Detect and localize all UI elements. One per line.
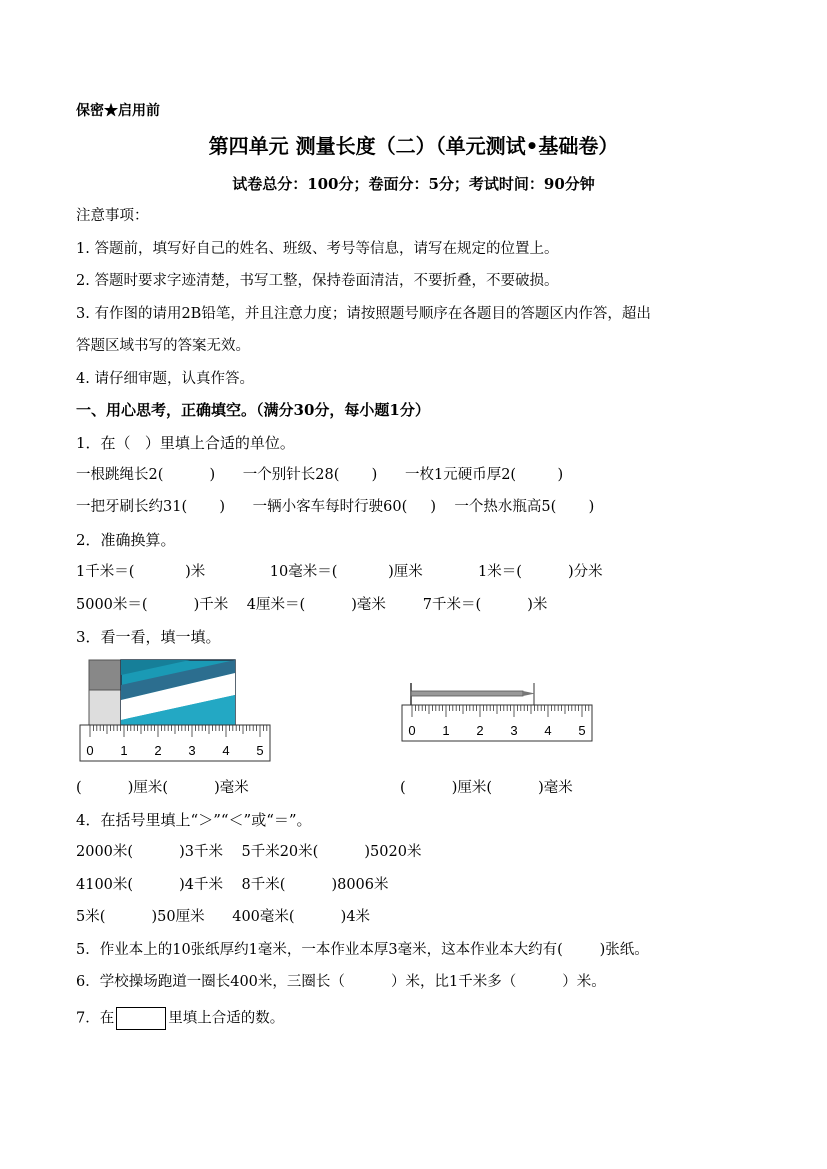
ruler-label: 5 bbox=[578, 723, 586, 738]
ruler-label: 4 bbox=[544, 723, 552, 738]
q7-prefix: 7．在 bbox=[76, 1010, 115, 1027]
ruler-label: 2 bbox=[154, 743, 162, 758]
q3-stem: 3．看一看，填一填。 bbox=[76, 628, 221, 646]
notice-item: 4. 请仔细审题，认真作答。 bbox=[76, 371, 254, 387]
q2-line: 1千米＝( )米 10毫米＝( )厘米 1米＝( )分米 bbox=[76, 564, 603, 580]
ruler-label: 4 bbox=[222, 743, 230, 758]
ruler-label: 2 bbox=[476, 723, 484, 738]
q2-line: 5000米＝( )千米 4厘米＝( )毫米 7千米＝( )米 bbox=[76, 597, 548, 613]
q4-line: 2000米( )3千米 5千米20米( )5020米 bbox=[76, 844, 422, 860]
block-ruler-figure bbox=[75, 655, 275, 765]
q6: 6．学校操场跑道一圈长400米，三圈长（ ）米，比1千米多（ ）米。 bbox=[76, 974, 606, 990]
notice-item: 3. 有作图的请用2B铅笔，并且注意力度；请按照题号顺序在各题目的答题区内作答，超出 bbox=[76, 306, 651, 322]
q4-line: 5米( )50厘米 400毫米( )4米 bbox=[76, 909, 371, 925]
exam-info: 试卷总分：100分；卷面分：5分；考试时间：90分钟 bbox=[232, 175, 595, 193]
q2-stem: 2．准确换算。 bbox=[76, 531, 176, 549]
ruler-label: 1 bbox=[120, 743, 128, 758]
ruler-label: 0 bbox=[408, 723, 416, 738]
ruler-label: 3 bbox=[188, 743, 196, 758]
q4-stem: 4．在括号里填上“＞”“＜”或“＝”。 bbox=[76, 811, 312, 829]
q4-line: 4100米( )4千米 8千米( )8006米 bbox=[76, 877, 389, 893]
q7 bbox=[76, 1007, 284, 1030]
q3-answer-left: ( )厘米( )毫米 bbox=[76, 780, 249, 796]
section-heading: 一、用心思考，正确填空。（满分30分，每小题1分） bbox=[76, 401, 430, 419]
q5: 5．作业本上的10张纸厚约1毫米，一本作业本厚3毫米，这本作业本大约有( )张纸。 bbox=[76, 942, 649, 958]
ruler-label: 3 bbox=[510, 723, 518, 738]
ruler-label: 1 bbox=[442, 723, 450, 738]
ruler-label: 0 bbox=[86, 743, 94, 758]
notice-item: 2. 答题时要求字迹清楚，书写工整，保持卷面清洁，不要折叠，不要破损。 bbox=[76, 273, 559, 289]
q3-answer-right: ( )厘米( )毫米 bbox=[400, 780, 573, 796]
ruler-label: 5 bbox=[256, 743, 264, 758]
nail-ruler-figure bbox=[397, 677, 597, 747]
page-title: 第四单元 测量长度（二）（单元测试•基础卷） bbox=[208, 134, 619, 158]
notice-item: 1. 答题前，填写好自己的姓名、班级、考号等信息，请写在规定的位置上。 bbox=[76, 241, 559, 257]
notice-heading: 注意事项： bbox=[76, 208, 149, 224]
answer-box[interactable] bbox=[116, 1007, 166, 1030]
q1-line: 一根跳绳长2( ) 一个别针长28( ) 一枚1元硬币厚2( ) bbox=[76, 467, 564, 483]
q1-line: 一把牙刷长约31( ) 一辆小客车每时行驶60( ) 一个热水瓶高5( ) bbox=[76, 499, 595, 515]
q7-suffix: 里填上合适的数。 bbox=[168, 1010, 285, 1027]
secret-label: 保密★启用前 bbox=[76, 103, 160, 119]
notice-item: 答题区域书写的答案无效。 bbox=[76, 338, 250, 354]
q1-stem: 1．在（ ）里填上合适的单位。 bbox=[76, 434, 295, 452]
